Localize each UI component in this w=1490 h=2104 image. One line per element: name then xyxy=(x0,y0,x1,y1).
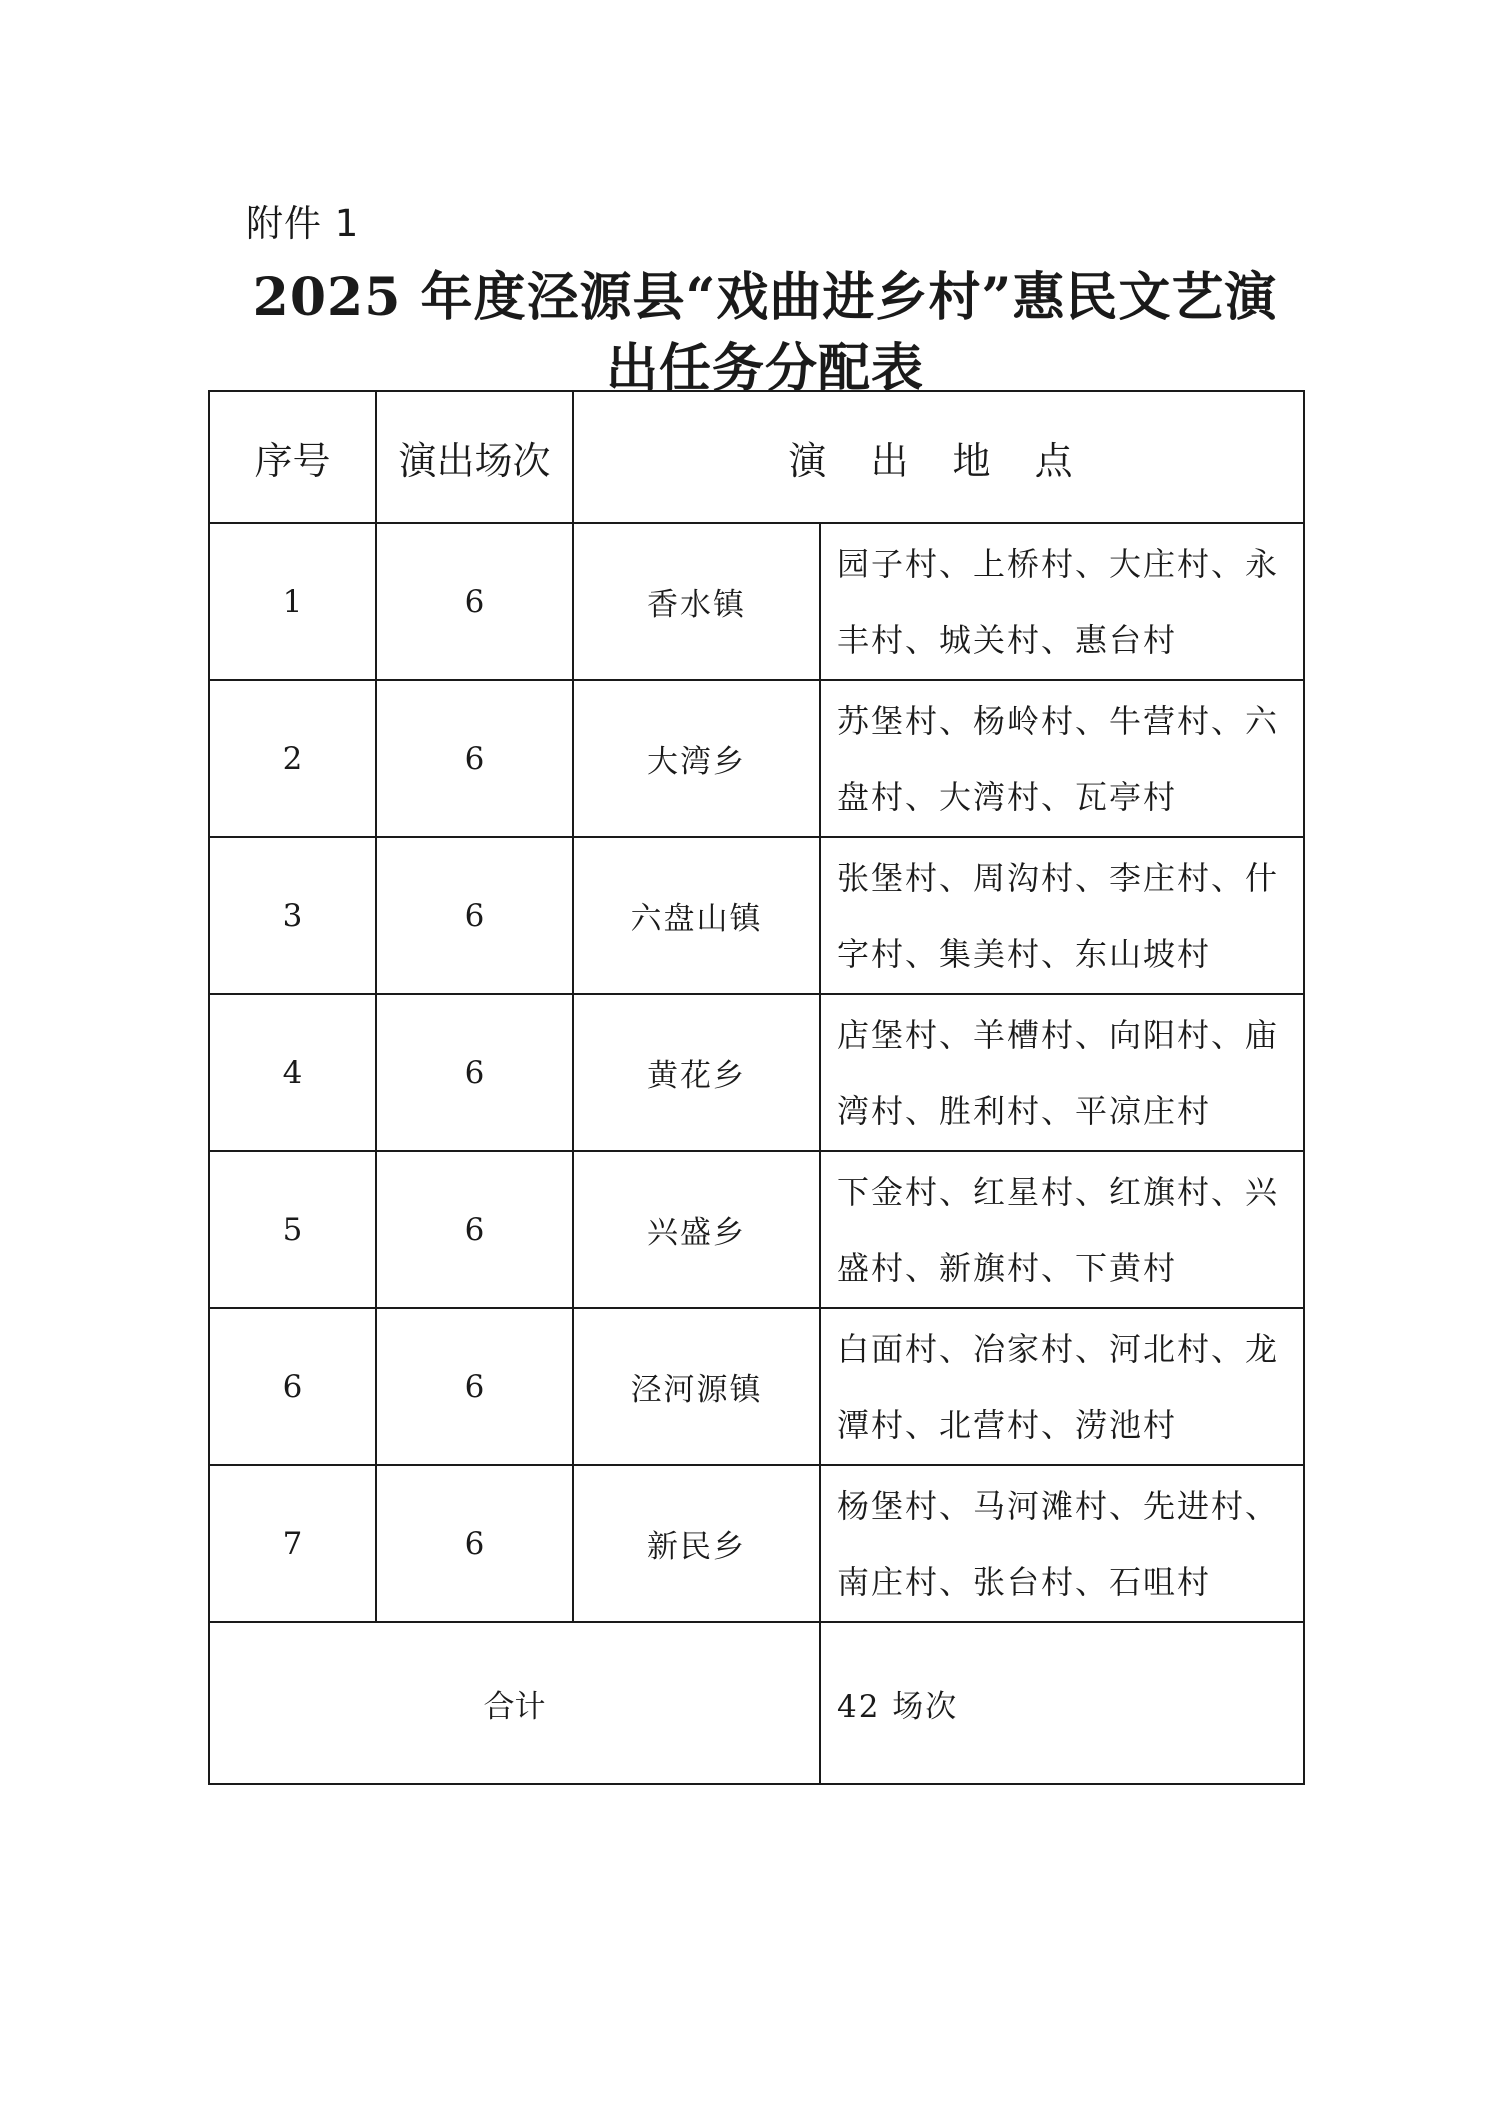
row-town: 兴盛乡 xyxy=(573,1151,820,1308)
row-villages: 下金村、红星村、红旗村、兴盛村、新旗村、下黄村 xyxy=(820,1151,1304,1308)
header-location: 演 出 地 点 xyxy=(573,391,1304,523)
row-index: 3 xyxy=(209,837,376,994)
row-index: 4 xyxy=(209,994,376,1151)
table-row xyxy=(209,523,1304,680)
table-row xyxy=(209,1465,1304,1622)
table-row xyxy=(209,1308,1304,1465)
row-villages: 杨堡村、马河滩村、先进村、南庄村、张台村、石咀村 xyxy=(820,1465,1304,1622)
row-town: 新民乡 xyxy=(573,1465,820,1622)
row-count: 6 xyxy=(376,1465,573,1622)
total-value: 42 场次 xyxy=(820,1622,1304,1784)
table-total-row xyxy=(209,1622,1304,1784)
row-count: 6 xyxy=(376,837,573,994)
header-index: 序号 xyxy=(209,391,376,523)
row-villages: 张堡村、周沟村、李庄村、什字村、集美村、东山坡村 xyxy=(820,837,1304,994)
row-villages: 店堡村、羊槽村、向阳村、庙湾村、胜利村、平凉庄村 xyxy=(820,994,1304,1151)
row-count: 6 xyxy=(376,523,573,680)
row-index: 1 xyxy=(209,523,376,680)
document-title-line2: 出任务分配表 xyxy=(605,338,924,399)
row-count: 6 xyxy=(376,994,573,1151)
allocation-table xyxy=(208,390,1305,1785)
table-row xyxy=(209,680,1304,837)
row-town: 黄花乡 xyxy=(573,994,820,1151)
row-count: 6 xyxy=(376,1151,573,1308)
row-villages: 苏堡村、杨岭村、牛营村、六盘村、大湾村、瓦亭村 xyxy=(820,680,1304,837)
document-title-line1: 2025 年度泾源县“戏曲进乡村”惠民文艺演 xyxy=(252,267,1278,328)
row-index: 2 xyxy=(209,680,376,837)
row-town: 大湾乡 xyxy=(573,680,820,837)
row-index: 6 xyxy=(209,1308,376,1465)
row-town: 香水镇 xyxy=(573,523,820,680)
row-villages: 园子村、上桥村、大庄村、永丰村、城关村、惠台村 xyxy=(820,523,1304,680)
table-row xyxy=(209,1151,1304,1308)
table-row xyxy=(209,837,1304,994)
row-town: 泾河源镇 xyxy=(573,1308,820,1465)
header-count: 演出场次 xyxy=(376,391,573,523)
row-count: 6 xyxy=(376,680,573,837)
row-index: 5 xyxy=(209,1151,376,1308)
row-index: 7 xyxy=(209,1465,376,1622)
table-header-row xyxy=(209,391,1304,523)
row-villages: 白面村、冶家村、河北村、龙潭村、北营村、涝池村 xyxy=(820,1308,1304,1465)
row-town: 六盘山镇 xyxy=(573,837,820,994)
row-count: 6 xyxy=(376,1308,573,1465)
attachment-label: 附件 1 xyxy=(246,202,360,245)
total-label: 合计 xyxy=(209,1622,820,1784)
table-row xyxy=(209,994,1304,1151)
